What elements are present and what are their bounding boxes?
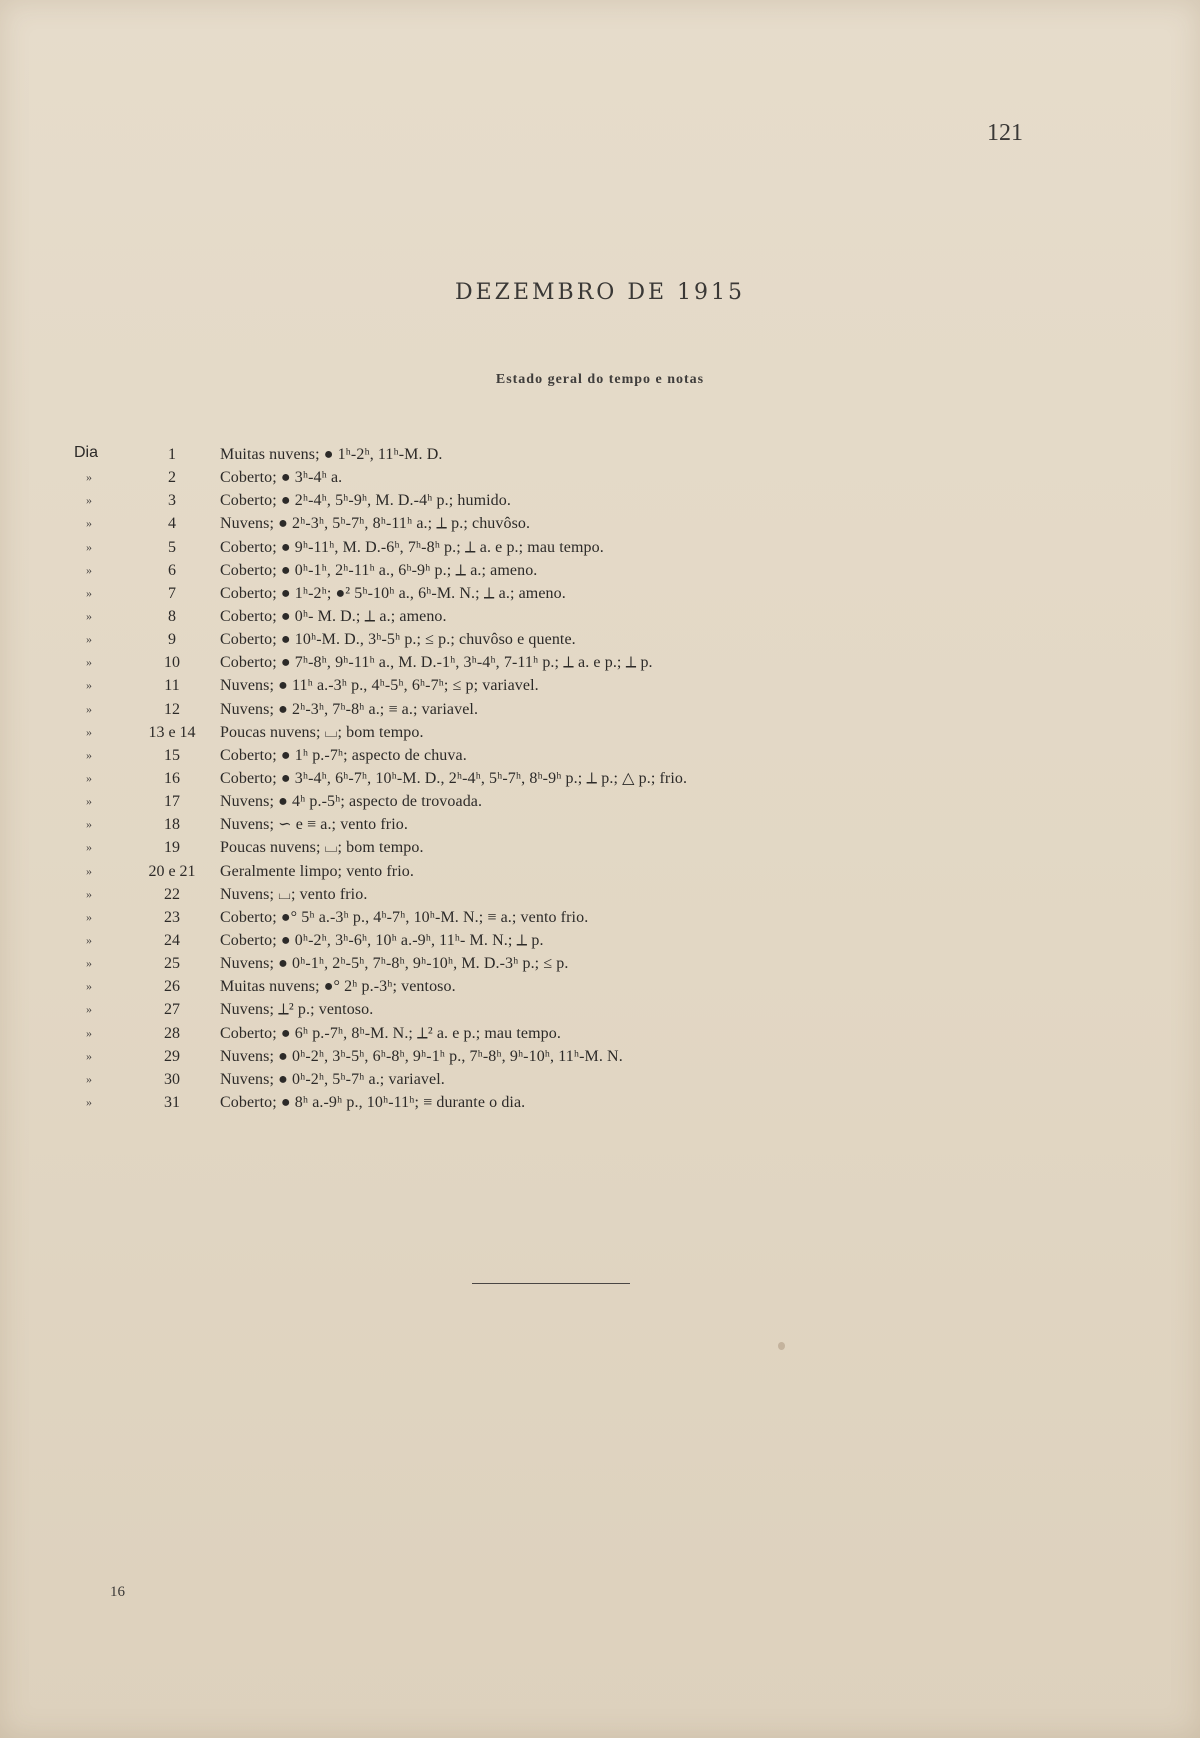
- row-note: Coberto; ● 1ʰ p.-7ʰ; aspecto de chuva.: [220, 746, 467, 764]
- row-day: 6: [168, 561, 176, 579]
- table-row: [72, 929, 872, 952]
- table-row: [72, 466, 872, 489]
- table-row: [72, 906, 872, 929]
- ditto-mark: »: [86, 632, 92, 647]
- row-day: 8: [168, 607, 176, 625]
- row-note: Geralmente limpo; vento frio.: [220, 862, 414, 880]
- row-day: 2: [168, 469, 176, 487]
- row-day: 23: [164, 908, 180, 926]
- row-day: 9: [168, 631, 176, 649]
- end-rule: [472, 1283, 630, 1284]
- row-note: Poucas nuvens; ⌴; bom tempo.: [220, 723, 424, 741]
- row-day: 29: [164, 1047, 180, 1065]
- row-day: 28: [164, 1024, 180, 1042]
- ditto-mark: »: [86, 840, 92, 855]
- row-note: Coberto; ● 0ʰ-1ʰ, 2ʰ-11ʰ a., 6ʰ-9ʰ p.; ⟂ a.; ameno.: [220, 561, 538, 579]
- ditto-mark: »: [86, 1071, 92, 1086]
- table-row: [72, 1091, 872, 1114]
- ditto-mark: »: [86, 701, 92, 716]
- row-note: Coberto; ● 3ʰ-4ʰ, 6ʰ-7ʰ, 10ʰ-M. D., 2ʰ-4ʰ, 5ʰ-7ʰ, 8ʰ-9ʰ p.; ⟂ p.; △ p.; frio.: [220, 769, 688, 787]
- table-row: [72, 605, 872, 628]
- row-day: 3: [168, 492, 176, 510]
- ditto-mark: »: [86, 493, 92, 508]
- row-day: 13 e 14: [148, 723, 196, 741]
- signature-mark: 16: [110, 1584, 125, 1600]
- ditto-mark: »: [86, 1025, 92, 1040]
- row-day: 19: [164, 839, 180, 857]
- table-row: [72, 883, 872, 906]
- row-day: 27: [164, 1001, 180, 1019]
- row-note: Nuvens; ● 11ʰ a.-3ʰ p., 4ʰ-5ʰ, 6ʰ-7ʰ; ≤ p; variavel.: [220, 677, 539, 695]
- ditto-mark: »: [86, 585, 92, 600]
- table-row: [72, 721, 872, 744]
- table-row: [72, 536, 872, 559]
- row-note: Coberto; ● 0ʰ-2ʰ, 3ʰ-6ʰ, 10ʰ a.-9ʰ, 11ʰ- M. N.; ⟂ p.: [220, 931, 544, 949]
- ditto-mark: »: [86, 863, 92, 878]
- table-row: [72, 443, 872, 466]
- row-note: Nuvens; ● 0ʰ-2ʰ, 5ʰ-7ʰ a.; variavel.: [220, 1070, 445, 1088]
- row-note: Coberto; ●° 5ʰ a.-3ʰ p., 4ʰ-7ʰ, 10ʰ-M. N.; ≡ a.; vento frio.: [220, 908, 589, 926]
- row-note: Nuvens; ● 0ʰ-1ʰ, 2ʰ-5ʰ, 7ʰ-8ʰ, 9ʰ-10ʰ, M. D.-3ʰ p.; ≤ p.: [220, 955, 569, 973]
- ditto-mark: »: [86, 747, 92, 762]
- row-note: Poucas nuvens; ⌴; bom tempo.: [220, 839, 424, 857]
- row-note: Coberto; ● 2ʰ-4ʰ, 5ʰ-9ʰ, M. D.-4ʰ p.; humido.: [220, 492, 511, 510]
- ditto-mark: »: [86, 886, 92, 901]
- ditto-mark: »: [86, 932, 92, 947]
- table-row: [72, 1045, 872, 1068]
- row-note: Coberto; ● 7ʰ-8ʰ, 9ʰ-11ʰ a., M. D.-1ʰ, 3ʰ-4ʰ, 7-11ʰ p.; ⟂ a. e p.; ⟂ p.: [220, 654, 653, 672]
- row-day: 25: [164, 955, 180, 973]
- row-note: Coberto; ● 6ʰ p.-7ʰ, 8ʰ-M. N.; ⟂² a. e p.; mau tempo.: [220, 1024, 561, 1042]
- table-row: [72, 790, 872, 813]
- ditto-mark: »: [86, 817, 92, 832]
- row-note: Coberto; ● 9ʰ-11ʰ, M. D.-6ʰ, 7ʰ-8ʰ p.; ⟂ a. e p.; mau tempo.: [220, 538, 604, 556]
- row-note: Nuvens; ● 2ʰ-3ʰ, 5ʰ-7ʰ, 8ʰ-11ʰ a.; ⟂ p.; chuvôso.: [220, 515, 531, 533]
- ditto-mark: »: [86, 470, 92, 485]
- ditto-mark: »: [86, 516, 92, 531]
- row-day: 18: [164, 816, 180, 834]
- table-row: [72, 628, 872, 651]
- table-row: [72, 952, 872, 975]
- row-note: Nuvens; ● 0ʰ-2ʰ, 3ʰ-5ʰ, 6ʰ-8ʰ, 9ʰ-1ʰ p., 7ʰ-8ʰ, 9ʰ-10ʰ, 11ʰ-M. N.: [220, 1047, 623, 1065]
- row-day: 12: [164, 700, 180, 718]
- table-row: [72, 744, 872, 767]
- row-note: Nuvens; ● 4ʰ p.-5ʰ; aspecto de trovoada.: [220, 793, 483, 811]
- table-row: [72, 489, 872, 512]
- row-note: Coberto; ● 0ʰ- M. D.; ⟂ a.; ameno.: [220, 607, 447, 625]
- ditto-mark: »: [86, 608, 92, 623]
- row-note: Muitas nuvens; ●° 2ʰ p.-3ʰ; ventoso.: [220, 978, 456, 996]
- table-row: [72, 698, 872, 721]
- table-row: [72, 836, 872, 859]
- ditto-mark: »: [86, 539, 92, 554]
- table-row: [72, 813, 872, 836]
- row-day: 4: [168, 515, 176, 533]
- row-day: 11: [164, 677, 180, 695]
- table-row: [72, 1068, 872, 1091]
- table-row: [72, 998, 872, 1021]
- row-day: 30: [164, 1070, 180, 1088]
- row-note: Coberto; ● 3ʰ-4ʰ a.: [220, 469, 343, 487]
- weather-notes-table: [72, 443, 872, 1114]
- paper-stain: [778, 1342, 785, 1350]
- ditto-mark: »: [86, 1048, 92, 1063]
- row-day: 5: [168, 538, 176, 556]
- row-day: 7: [168, 584, 176, 602]
- ditto-mark: »: [86, 678, 92, 693]
- ditto-mark: »: [86, 956, 92, 971]
- ditto-mark: »: [86, 655, 92, 670]
- row-note: Coberto; ● 1ʰ-2ʰ; ●² 5ʰ-10ʰ a., 6ʰ-M. N.; ⟂ a.; ameno.: [220, 584, 566, 602]
- table-row: [72, 860, 872, 883]
- ditto-mark: »: [86, 724, 92, 739]
- row-note: Muitas nuvens; ● 1ʰ-2ʰ, 11ʰ-M. D.: [220, 446, 443, 463]
- ditto-mark: »: [86, 794, 92, 809]
- table-row: [72, 674, 872, 697]
- row-day: 17: [164, 793, 180, 811]
- row-day: 16: [164, 769, 180, 787]
- row-day: 10: [164, 654, 180, 672]
- row-note: Nuvens; ● 2ʰ-3ʰ, 7ʰ-8ʰ a.; ≡ a.; variavel.: [220, 700, 479, 718]
- row-note: Coberto; ● 8ʰ a.-9ʰ p., 10ʰ-11ʰ; ≡ durante o dia.: [220, 1093, 526, 1111]
- row-day: 20 e 21: [148, 862, 196, 880]
- ditto-mark: »: [86, 1002, 92, 1017]
- row-note: Coberto; ● 10ʰ-M. D., 3ʰ-5ʰ p.; ≤ p.; chuvôso e quente.: [220, 631, 576, 649]
- table-row: [72, 651, 872, 674]
- ditto-mark: »: [86, 770, 92, 785]
- table-row: [72, 767, 872, 790]
- row-note: Nuvens; ∽ e ≡ a.; vento frio.: [220, 816, 408, 834]
- day-column-header: Dia: [74, 444, 99, 461]
- row-day: 1: [168, 446, 176, 463]
- table-row: [72, 512, 872, 535]
- row-day: 26: [164, 978, 180, 996]
- ditto-mark: »: [86, 562, 92, 577]
- row-note: Nuvens; ⟂² p.; ventoso.: [220, 1001, 374, 1019]
- ditto-mark: »: [86, 1094, 92, 1109]
- table-row: [72, 582, 872, 605]
- ditto-mark: »: [86, 979, 92, 994]
- table-row: [72, 559, 872, 582]
- table-row: [72, 975, 872, 998]
- row-day: 31: [164, 1093, 180, 1111]
- page-number: 121: [987, 120, 1023, 146]
- ditto-mark: »: [86, 909, 92, 924]
- row-day: 22: [164, 885, 180, 903]
- row-note: Nuvens; ⌴; vento frio.: [220, 885, 368, 903]
- row-day: 24: [164, 931, 180, 949]
- row-day: 15: [164, 746, 180, 764]
- page-subtitle: Estado geral do tempo e notas: [495, 372, 705, 387]
- table-row: [72, 1022, 872, 1045]
- page-title: DEZEMBRO DE 1915: [454, 280, 745, 305]
